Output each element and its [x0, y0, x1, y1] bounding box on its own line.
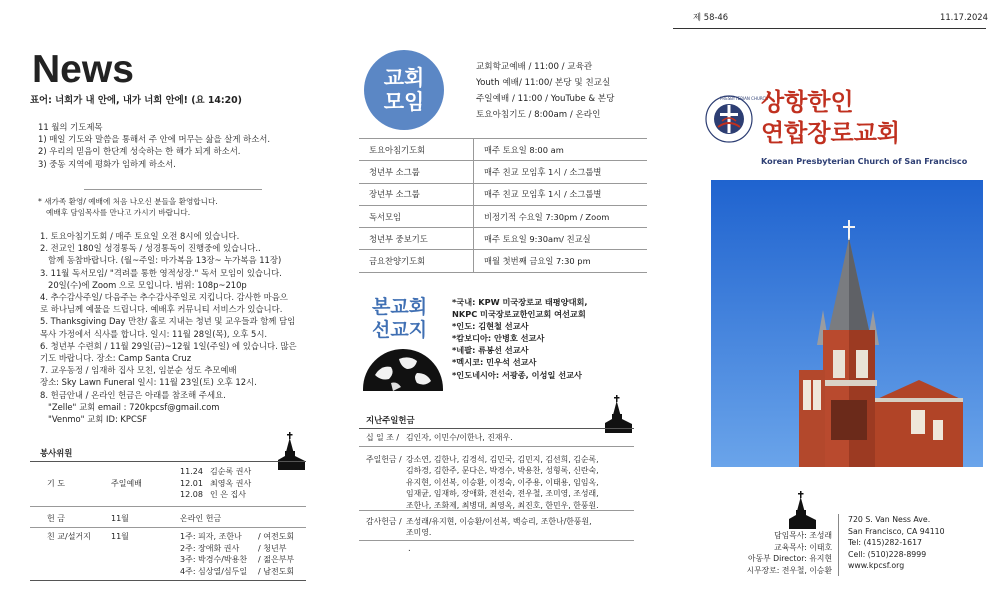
announcement-line: 6. 청년부 수련회 / 11월 29일(금)~12월 1일(주일) 에 있습니다. 많은: [40, 340, 297, 351]
pray-name: 최영옥 권사: [210, 478, 252, 488]
news-title: News: [32, 48, 134, 91]
staff-list: [716, 530, 832, 576]
staff-item: 아동부 Director: 유지현: [748, 554, 832, 564]
fellowship-group: / 젊은부부: [258, 555, 295, 564]
staff-item: 담임목사: 조성래: [774, 531, 832, 540]
table-row: [359, 139, 647, 161]
table-cell: 독서모임: [359, 205, 474, 227]
prayer-item: 1) 매일 기도와 말씀을 통해서 주 안에 머무는 삶을 살게 하소서.: [38, 134, 271, 145]
committee-rule: [30, 506, 306, 507]
offering-names: 유지현, 이선복, 이승환, 이정숙, 이주용, 이태용, 임임옥,: [406, 477, 599, 487]
church-name-english: Korean Presbyterian Church of San Francisco: [761, 156, 968, 166]
prayer-title: 11 월의 기도제목: [38, 122, 103, 132]
announcement-line: 3. 11월 독서모임/ "격려를 통한 영적성장." 독서 모임이 있습니다.: [40, 267, 282, 278]
offering-label: 주일헌금 /: [366, 454, 402, 464]
fellowship-group: / 여전도회: [258, 532, 295, 541]
header-rule: [673, 28, 986, 29]
church-photo: [711, 180, 983, 467]
pray-date: 11.24: [180, 467, 203, 476]
offering-row: [366, 516, 599, 539]
announcement-line: 1. 토요아침기도회 / 매주 토요일 오전 8시에 있습니다.: [40, 231, 240, 241]
divider: [84, 189, 262, 190]
prayer-section: [38, 121, 270, 170]
committee-pray-row: [30, 466, 306, 501]
offering-label: 십 일 조 /: [366, 433, 400, 442]
fellowship-month: 11월: [111, 532, 129, 541]
badge-line: 모임: [383, 90, 425, 114]
offering-rule: [359, 540, 634, 541]
table-cell: 토요아침기도회: [359, 139, 474, 161]
offering-names: 강소연, 김한나, 김경석, 김민국, 김민지, 김선희, 김순록,: [406, 454, 599, 464]
motto: 표어: 너희가 내 안에, 내가 너희 안에! (요 14:20): [30, 95, 242, 106]
offering-names: 조성래/유지현, 이승환/이선복, 백승리, 조한나/한풍원,: [406, 516, 592, 526]
offering-names: 조미영.: [406, 528, 432, 538]
badge-line: 교회: [383, 66, 425, 90]
announcement-line: 함께 동참바랍니다. (월~주일: 마가복음 13장~ 누가복음 11장): [48, 255, 282, 266]
welcome-line: 예배후 담임목사를 만나고 가시기 바랍니다.: [46, 208, 191, 217]
table-cell: 매주 토요일 9:30am/ 친교실: [474, 228, 648, 250]
worship-time: Youth 예배/ 11:00/ 본당 및 친교실: [476, 78, 611, 88]
committee-title: 봉사위원: [40, 448, 73, 458]
mission-item: NKPC 미국장로교한인교회 여선교회: [452, 309, 586, 320]
offering-names: 조한나, 조화제, 최병대, 최영옥, 최진호, 한민우, 한풍원.: [406, 500, 599, 510]
fellowship-week: 4주: 심상열/심두일: [180, 566, 248, 576]
pray-service: 주일예배: [111, 479, 142, 488]
announcement-line: 8. 헌금안내 / 온라인 헌금은 아래를 참조해 주세요.: [40, 389, 226, 400]
offering-rule: [359, 510, 634, 511]
pray-date: 12.08: [180, 490, 203, 499]
offering-row: [366, 454, 599, 512]
table-cell: 비정기적 수요일 7:30pm / Zoom: [474, 205, 648, 227]
table-cell: 매월 첫번째 금요일 7:30 pm: [474, 250, 648, 272]
table-cell: 장년부 소그룹: [359, 183, 474, 205]
pray-name: 인 은 집사: [210, 490, 246, 499]
offering-names: 김인자, 이민수/이한나, 진재우.: [406, 433, 513, 442]
address-line: Tel: (415)282-1617: [848, 538, 923, 548]
table-row: [359, 228, 647, 250]
church-name-line1: 상항한인: [761, 88, 854, 116]
logo-text: PRESBYTERIAN CHURCH: [720, 96, 769, 101]
address-line: San Francisco, CA 94110: [848, 526, 945, 536]
table-cell: 청년부 소그룹: [359, 161, 474, 183]
offering-title: 지난주일헌금: [366, 415, 415, 425]
committee-rule: [30, 461, 306, 462]
announcement-line: 5. Thanksgiving Day 만찬/ 홀로 지내는 청년 및 교우들과 함께 담임: [40, 316, 296, 327]
church-silhouette-icon: [603, 393, 633, 433]
announcement-line: 2. 전교인 180일 성경통독 / 성경통독이 진행중에 있습니다..: [40, 243, 261, 254]
mission-title-line: 본교회: [372, 296, 428, 318]
gathering-badge: [364, 50, 444, 130]
offering-rule: [359, 428, 634, 429]
welcome-note: [38, 196, 218, 218]
committee-offering-row: [30, 513, 221, 525]
worship-time: 주일예배 / 11:00 / YouTube & 본당: [476, 94, 615, 104]
staff-item: 시무장로: 전우철, 이승환: [746, 565, 832, 575]
fellowship-week: 2주: 장애화 권사: [180, 543, 240, 553]
fellowship-group: / 청년부: [258, 543, 287, 553]
church-silhouette-icon: [787, 489, 817, 529]
table-cell: 매주 토요일 8:00 am: [474, 139, 648, 161]
announcement-line: 기도 바랍니다. 장소: Camp Santa Cruz: [40, 353, 192, 364]
mission-item: *인도네시아: 서광종, 이성일 선교사: [452, 369, 582, 380]
table-cell: 매주 친교 모임후 1시 / 소그룹별: [474, 183, 648, 205]
announcement-line: 4. 추수감사주일/ 다음주는 추수감사주일로 지킵니다. 감사한 마음으: [40, 292, 288, 303]
gathering-table: [359, 138, 647, 273]
worship-time: 교회학교예배 / 11:00 / 교육관: [476, 62, 593, 72]
table-row: [359, 183, 647, 205]
offering-names: 김하경, 김한주, 문다은, 박경수, 박용찬, 성형록, 신란숙,: [406, 466, 599, 476]
fellowship-week: 3주: 박경수/박용찬: [180, 555, 248, 564]
mission-title: [372, 296, 427, 342]
committee-rule: [30, 580, 306, 581]
announcement-line: 20일(수)에 Zoom 으로 모입니다. 범위: 108p~210p: [48, 279, 247, 290]
church-silhouette-icon: [276, 430, 306, 470]
offering-rule: [359, 446, 634, 447]
offering-trailing: .: [408, 543, 411, 553]
table-cell: 청년부 중보기도: [359, 228, 474, 250]
worship-times: [476, 59, 614, 123]
table-row: [359, 161, 647, 183]
committee-rule: [30, 527, 306, 528]
table-cell: 매주 친교 모임후 1시 / 소그룹별: [474, 161, 648, 183]
announcement-line: 목사 가정에서 식사를 합니다. 일시: 11월 28일(목), 오후 5시.: [40, 328, 268, 339]
announcement-line: 7. 교우동정 / 임재하 집사 모친, 임분순 성도 추모예배: [40, 365, 237, 376]
staff-item: 교육목사: 이태호: [774, 542, 832, 552]
prayer-item: 2) 우리의 믿음이 한단계 성숙하는 한 해가 되게 하소서.: [38, 146, 241, 157]
announcements: [40, 230, 297, 425]
table-cell: 금요찬양기도회: [359, 250, 474, 272]
offering-desc: 온라인 헌금: [180, 514, 222, 523]
offering-label: 헌 금: [47, 514, 65, 523]
mission-item: *멕시코: 민우석 선교사: [452, 357, 537, 368]
prayer-item: 3) 중동 지역에 평화가 임하게 하소서.: [38, 158, 176, 169]
issue-date: 11.17.2024: [940, 12, 988, 22]
mission-item: *인도: 김현철 선교사: [452, 321, 529, 332]
announcement-line: "Venmo" 교회 ID: KPCSF: [48, 414, 147, 425]
offering-list: [366, 432, 599, 539]
mission-title-line: 선교지: [372, 319, 428, 341]
address-line: 720 S. Van Ness Ave.: [848, 515, 931, 524]
announcement-line: "Zelle" 교회 email : 720kpcsf@gmail.com: [48, 401, 220, 412]
worship-time: 토요아침기도 / 8:00am / 온라인: [476, 110, 601, 120]
pray-name: 김순록 권사: [210, 467, 252, 476]
church-name-line2: 연합장로교회: [761, 119, 901, 147]
mission-item: *캄보디아: 안병호 선교사: [452, 333, 545, 344]
offering-label: 감사헌금 /: [366, 516, 402, 526]
issue-number: 제 58-46: [693, 12, 729, 22]
welcome-line: * 새가족 환영/ 예배에 처음 나오신 분들을 환영합니다.: [38, 197, 218, 206]
mission-item: *국내: KPW 미국장로교 태평양대회,: [452, 297, 588, 307]
globe-icon: [361, 345, 445, 391]
offering-row: [366, 432, 599, 444]
fellowship-label: 친 교/설거지: [47, 532, 91, 541]
table-row: [359, 205, 647, 227]
pray-label: 기 도: [47, 479, 65, 488]
table-row: [359, 250, 647, 272]
vertical-divider: [838, 514, 839, 576]
fellowship-group: / 남전도회: [258, 566, 295, 576]
address-block: [848, 514, 945, 572]
pray-date: 12.01: [180, 478, 203, 488]
mission-item: *네팔: 류봉선 선교사: [452, 345, 529, 356]
address-line: Cell: (510)228-8999: [848, 549, 927, 559]
announcement-line: 장소: Sky Lawn Funeral 일시: 11월 23일(토) 오후 12시.: [40, 377, 257, 388]
offering-month: 11월: [111, 514, 129, 523]
fellowship-week: 1주: 피자, 조한나: [180, 532, 242, 541]
announcement-line: 로 하나님께 예물을 드립니다. 예배후 커뮤니티 서비스가 있습니다.: [40, 304, 283, 315]
website-link[interactable]: www.kpcsf.org: [848, 561, 905, 571]
mission-list: [452, 296, 588, 381]
committee-fellowship-row: [30, 531, 294, 577]
offering-names: 임재균, 임재하, 장애화, 전선숙, 전우철, 조미영, 조성래,: [406, 489, 599, 499]
